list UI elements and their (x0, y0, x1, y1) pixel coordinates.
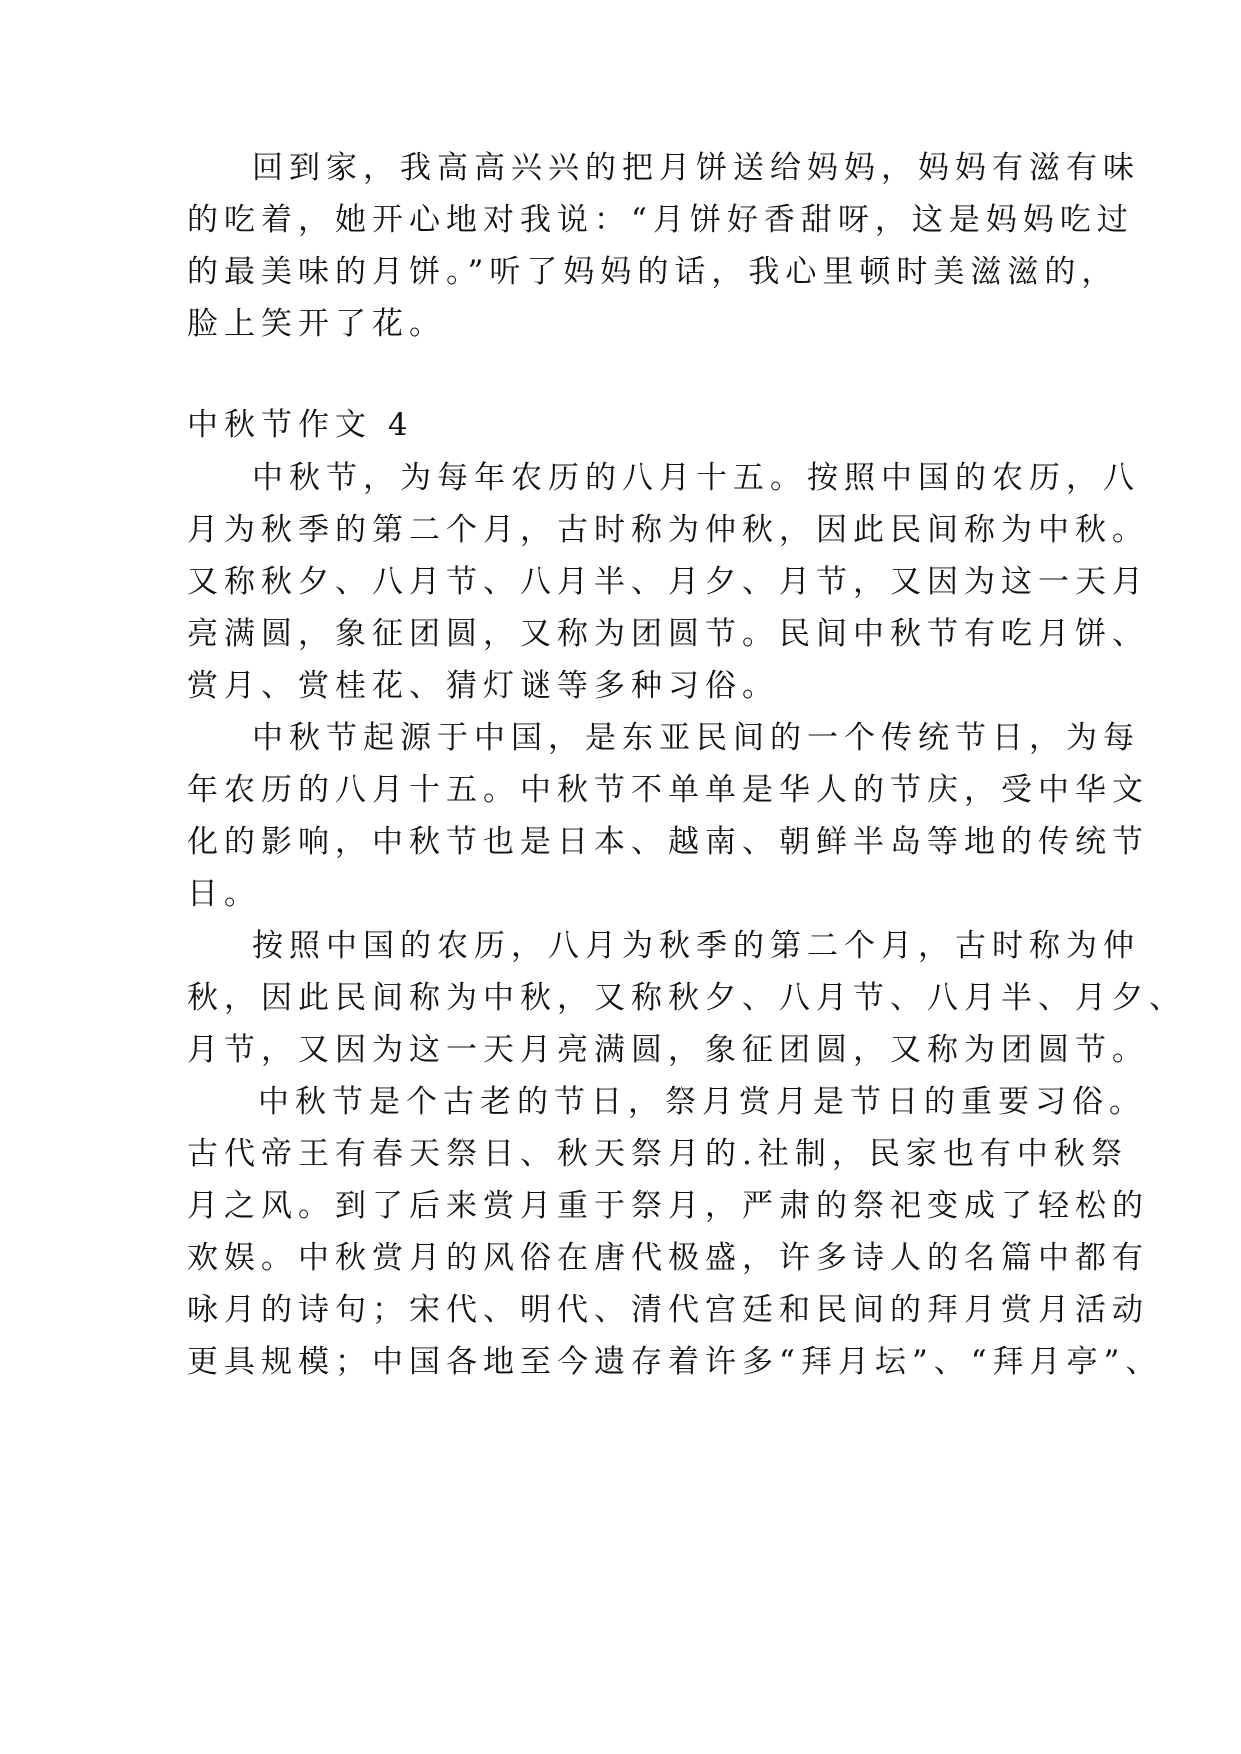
paragraph-3-line-2: 秋，因此民间称为中秋，又称秋夕、八月节、八月半、月夕、 (187, 980, 1186, 1016)
intro-line-2: 的吃着，她开心地对我说：“月饼好香甜呀，这是妈妈吃过 (187, 202, 1134, 238)
paragraph-2-line-4: 日。 (187, 876, 261, 912)
paragraph-3-line-1: 按照中国的农历，八月为秋季的第二个月，古时称为仲 (252, 928, 1140, 964)
section-title: 中秋节作文 4 (187, 407, 414, 443)
paragraph-2-line-2: 年农历的八月十五。中秋节不单单是华人的节庆，受中华文 (187, 772, 1149, 808)
paragraph-2-line-1: 中秋节起源于中国，是东亚民间的一个传统节日，为每 (252, 720, 1140, 756)
paragraph-1-line-1: 中秋节，为每年农历的八月十五。按照中国的农历，八 (252, 460, 1140, 496)
paragraph-4-line-2: 古代帝王有春天祭日、秋天祭月的.社制，民家也有中秋祭 (187, 1136, 1128, 1172)
intro-line-4: 脸上笑开了花。 (187, 306, 446, 342)
paragraph-4-line-6: 更具规模；中国各地至今遗存着许多“拜月坛”、“拜月亭”、 (187, 1344, 1163, 1380)
paragraph-1-line-4: 亮满圆，象征团圆，又称为团圆节。民间中秋节有吃月饼、 (187, 616, 1149, 652)
paragraph-4-line-4: 欢娱。中秋赏月的风俗在唐代极盛，许多诗人的名篇中都有 (187, 1240, 1149, 1276)
paragraph-3-line-3: 月节，又因为这一天月亮满圆，象征团圆，又称为团圆节。 (187, 1032, 1149, 1068)
paragraph-1-line-2: 月为秋季的第二个月，古时称为仲秋，因此民间称为中秋。 (187, 512, 1149, 548)
intro-line-3: 的最美味的月饼。”听了妈妈的话，我心里顿时美滋滋的， (187, 254, 1119, 290)
paragraph-1-line-5: 赏月、赏桂花、猜灯谜等多种习俗。 (187, 668, 779, 704)
paragraph-4-line-3: 月之风。到了后来赏月重于祭月，严肃的祭祀变成了轻松的 (187, 1188, 1149, 1224)
intro-line-1: 回到家，我高高兴兴的把月饼送给妈妈，妈妈有滋有味 (252, 150, 1140, 186)
paragraph-4-line-5: 咏月的诗句；宋代、明代、清代宫廷和民间的拜月赏月活动 (187, 1292, 1149, 1328)
paragraph-2-line-3: 化的影响，中秋节也是日本、越南、朝鲜半岛等地的传统节 (187, 824, 1149, 860)
paragraph-4-line-1: 中秋节是个古老的节日，祭月赏月是节日的重要习俗。 (258, 1084, 1146, 1120)
paragraph-1-line-3: 又称秋夕、八月节、八月半、月夕、月节，又因为这一天月 (187, 564, 1149, 600)
